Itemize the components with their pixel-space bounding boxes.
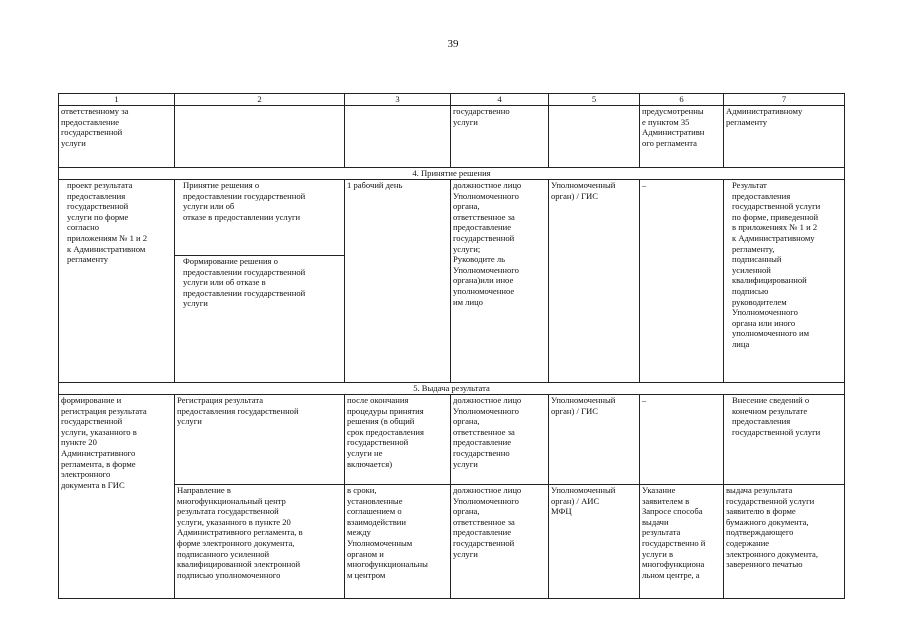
table-cell: Направление в многофункциональный центр результата государственной услуги, указанного в пункте 20 Административного регламента, в форме электронного документа, подписанного усиленной квалифицированной электронной подписью уполномоченного [175,485,345,599]
table-cell: Результат предоставления государственной услуги по форме, приведенной в приложениях № 1 и 2 к Административному регламенту, подписанный усиленной квалифицированной подписью руководителем Уполномоченного органа или иного уполномоченного им лица [724,180,845,383]
table-cell [175,106,345,168]
table-cell: – [640,180,724,383]
column-number: 3 [345,94,451,106]
table-cell: проект результата предоставления государственной услуги по форме согласно приложениям № 1 и 2 к Административном регламенту [59,180,175,383]
continuation-row [59,106,845,168]
column-number-row [59,94,845,106]
table-cell: предусмотренны е пунктом 35 Административн ого регламента [640,106,724,168]
table-row [59,395,845,485]
column-number: 2 [175,94,345,106]
table-cell: – [640,395,724,485]
column-number: 7 [724,94,845,106]
table-cell: Регистрация результата предоставления государственной услуги [175,395,345,485]
table-cell: выдача результата государственной услуги заявителю в форме бумажного документа, подтверждающего содержание электронного документа, заверенного печатью [724,485,845,599]
table-cell: в сроки, установленные соглашением о взаимодействии между Уполномоченным органом и многофункциональны м центром [345,485,451,599]
table-cell: Внесение сведений о конечном результате предоставления государственной услуги [724,395,845,485]
column-number: 6 [640,94,724,106]
table-cell [345,106,451,168]
table-cell: Уполномоченный орган) / ГИС [549,395,640,485]
column-number: 5 [549,94,640,106]
table-cell: должностное лицо Уполномоченного органа, ответственное за предоставление государственно услуги [451,395,549,485]
section-title: 5. Выдача результата [59,383,845,395]
section-title: 4. Принятие решения [59,168,845,180]
page-number: 39 [447,38,459,50]
table-cell: должностное лицо Уполномоченного органа, ответственное за предоставление государственной услуги [451,485,549,599]
table-cell: Формирование решения о предоставлении государственной услуги или об отказе в предоставлении государственной услуги [175,256,345,383]
table-cell: Указание заявителем в Запросе способа выдачи результата государственно й услуги в многофункциона льном центре, а [640,485,724,599]
table-cell: ответственному за предоставление государственной услуги [59,106,175,168]
table-cell: Принятие решения о предоставлении государственной услуги или об отказе в предоставлении услуги [175,180,345,256]
table-cell: государственно услуги [451,106,549,168]
procedure-table [58,93,845,599]
table-cell: 1 рабочий день [345,180,451,383]
table-row [59,485,845,599]
section-header-row [59,168,845,180]
table-cell [549,106,640,168]
table-row [59,180,845,256]
table-cell: Административному регламенту [724,106,845,168]
table-cell: должностное лицо Уполномоченного органа, ответственное за предоставление государственной услуги; Руководите ль Уполномоченного органа)или иное уполномоченное им лицо [451,180,549,383]
table-cell: Уполномоченный орган) / АИС МФЦ [549,485,640,599]
column-number: 1 [59,94,175,106]
section-header-row [59,383,845,395]
table-cell: Уполномоченный орган) / ГИС [549,180,640,383]
column-number: 4 [451,94,549,106]
table-cell: после окончания процедуры принятия решения (в общий срок предоставления государственной услуги не включается) [345,395,451,485]
table-cell: формирование и регистрация результата государственной услуги, указанного в пункте 20 Административного регламента, в форме электронного документа в ГИС [59,395,175,599]
